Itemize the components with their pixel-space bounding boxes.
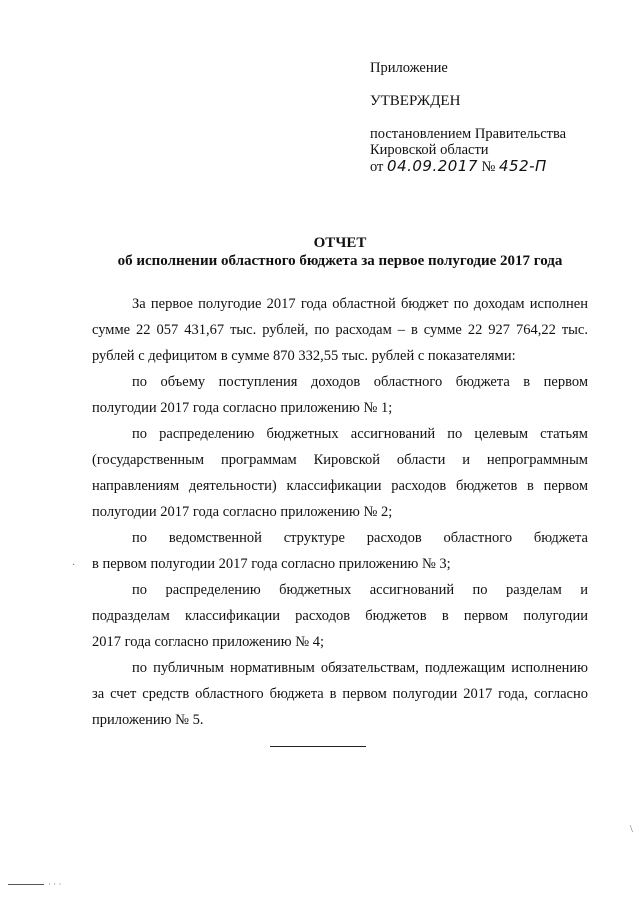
text-line: рублей с дефицитом в сумме 870 332,55 тыс. рублей с показателями: <box>92 348 516 364</box>
decree-line-1: постановлением Правительства <box>370 126 567 142</box>
text-line: по объему поступления доходов областного бюджета в первом <box>132 374 588 390</box>
text-line: по ведомственной структуре расходов областного бюджета <box>132 530 588 546</box>
appendix-label: Приложение <box>370 60 448 76</box>
text-line: 2017 года согласно приложению № 4; <box>92 634 324 650</box>
report-subtitle: об исполнении областного бюджета за первое полугодие 2017 года <box>117 253 563 269</box>
text-line: направлениям деятельности) классификации расходов бюджетов в первом <box>92 478 588 494</box>
text-line: За первое полугодие 2017 года областной бюджет по доходам исполнен <box>132 296 588 312</box>
text-line: сумме 22 057 431,67 тыс. рублей, по расходам – в сумме 22 927 764,22 тыс. <box>92 322 588 338</box>
handwritten-date: 04.09.2017 <box>387 157 478 175</box>
scan-speck: \ <box>630 824 633 835</box>
scan-speck: · <box>72 560 76 571</box>
text-line: по распределению бюджетных ассигнований по разделам и <box>132 582 588 598</box>
decree-line-2: Кировской области <box>370 142 489 158</box>
decree-date-line <box>370 158 547 175</box>
text-line: за счет средств областного бюджета в первом полугодии 2017 года, согласно <box>92 686 588 702</box>
date-prefix: от <box>370 159 384 175</box>
text-line: по распределению бюджетных ассигнований по целевым статьям <box>132 426 588 442</box>
text-line: полугодии 2017 года согласно приложению № 2; <box>92 504 393 520</box>
approved-label: УТВЕРЖДЕН <box>370 93 461 109</box>
text-line: приложению № 5. <box>92 712 204 728</box>
margin-mark <box>8 884 44 885</box>
text-line: подразделам классификации расходов бюджетов в первом полугодии <box>92 608 588 624</box>
end-separator-line <box>270 746 366 747</box>
text-line: (государственным программам Кировской области и непрограммным <box>92 452 588 468</box>
scan-specks: · · · <box>48 879 62 889</box>
handwritten-number: 452-П <box>499 157 547 175</box>
text-line: в первом полугодии 2017 года согласно приложению № 3; <box>92 556 451 572</box>
text-line: по публичным нормативным обязательствам, подлежащим исполнению <box>132 660 588 676</box>
number-prefix: № <box>481 159 496 175</box>
report-title: ОТЧЕТ <box>313 235 367 251</box>
text-line: полугодии 2017 года согласно приложению № 1; <box>92 400 393 416</box>
